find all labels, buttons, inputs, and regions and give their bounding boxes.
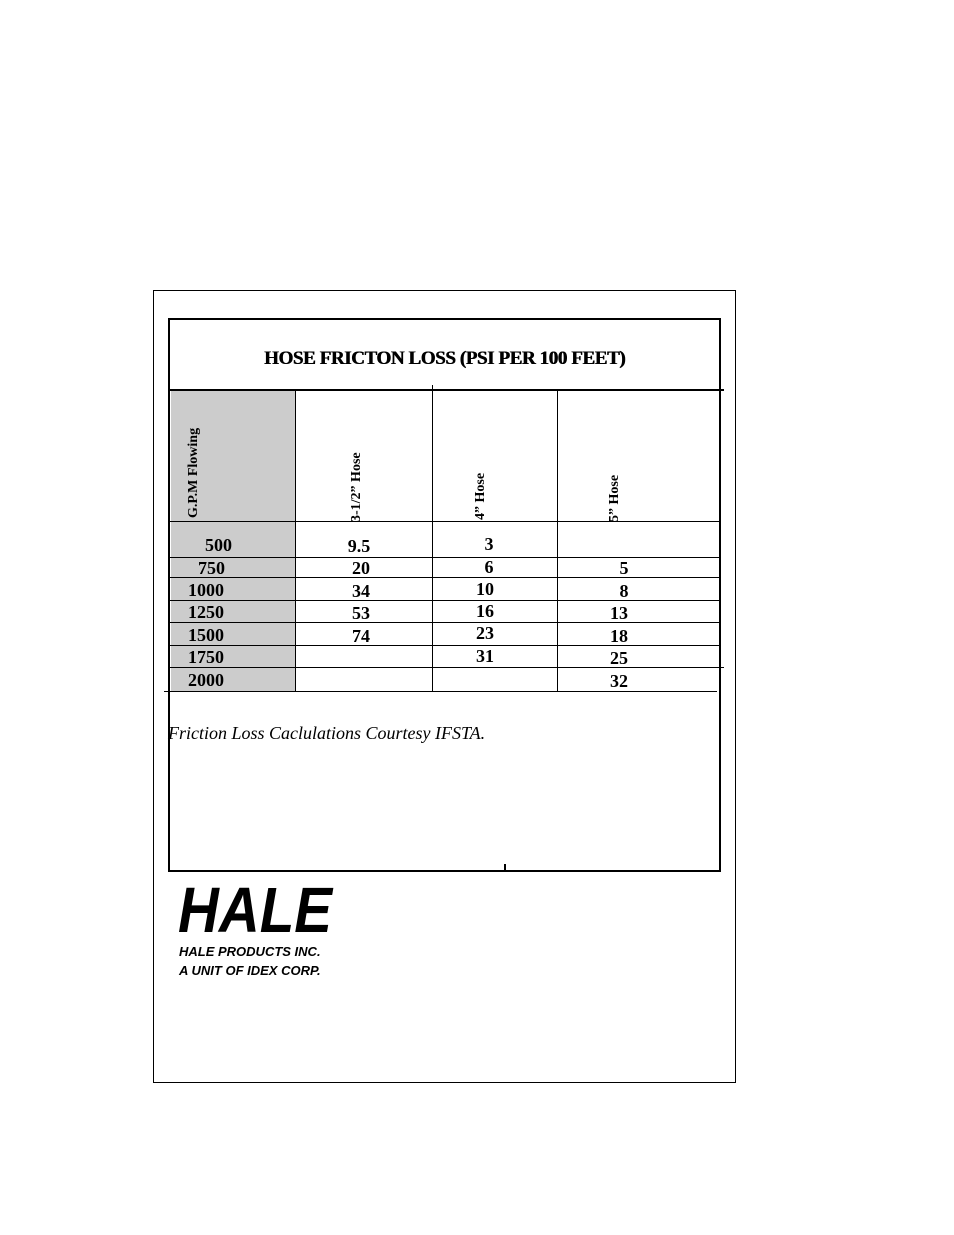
table-cell: 10 (476, 579, 494, 599)
footnote: Friction Loss Caclulations Courtesy IFSTA. (168, 723, 486, 743)
table-cell: 16 (476, 601, 494, 621)
hale-logo (176, 878, 336, 938)
table-row-gpm: 500 (205, 535, 232, 555)
table-cell: 18 (610, 626, 628, 646)
header-top-line (170, 389, 724, 391)
bottom-tick-mark (504, 864, 506, 870)
table-row-gpm: 1750 (188, 647, 224, 667)
table-cell: 5 (619, 558, 629, 578)
column-line (432, 385, 433, 692)
company-name: HALE PRODUCTS INC. (179, 944, 321, 959)
header-gpm-flowing: G.P.M Flowing (186, 427, 201, 518)
company-parent: A UNIT OF IDEX CORP. (179, 963, 321, 978)
table-row-gpm: 2000 (188, 670, 224, 690)
table-row-gpm: 1000 (188, 580, 224, 600)
table-cell: 32 (610, 671, 628, 691)
table-cell: 31 (476, 646, 494, 666)
table-row-gpm: 750 (198, 558, 225, 578)
table-cell: 53 (352, 603, 370, 623)
table-cell: 34 (352, 581, 370, 601)
header-bottom-line (170, 521, 721, 522)
table-cell: 9.5 (347, 536, 371, 556)
table-cell: 25 (610, 648, 628, 668)
header-hose-5: 5” Hose (607, 474, 622, 522)
table-cell: 8 (619, 581, 629, 601)
header-hose-4: 4” Hose (473, 472, 488, 520)
hale-logo-text: HALE (178, 878, 335, 938)
table-cell: 74 (352, 626, 370, 646)
table-row-gpm: 1250 (188, 602, 224, 622)
table-row-gpm: 1500 (188, 625, 224, 645)
column-line (557, 389, 558, 692)
table-cell: 3 (484, 534, 494, 554)
table-cell: 6 (484, 557, 494, 577)
header-hose-3-1-2: 3-1/2” Hose (349, 452, 364, 522)
table-title: HOSE FRICTON LOSS (PSI PER 100 FEET) (263, 348, 626, 369)
table-cell: 23 (476, 623, 494, 643)
table-cell: 13 (610, 603, 628, 623)
column-line (295, 389, 296, 692)
table-cell: 20 (352, 558, 370, 578)
